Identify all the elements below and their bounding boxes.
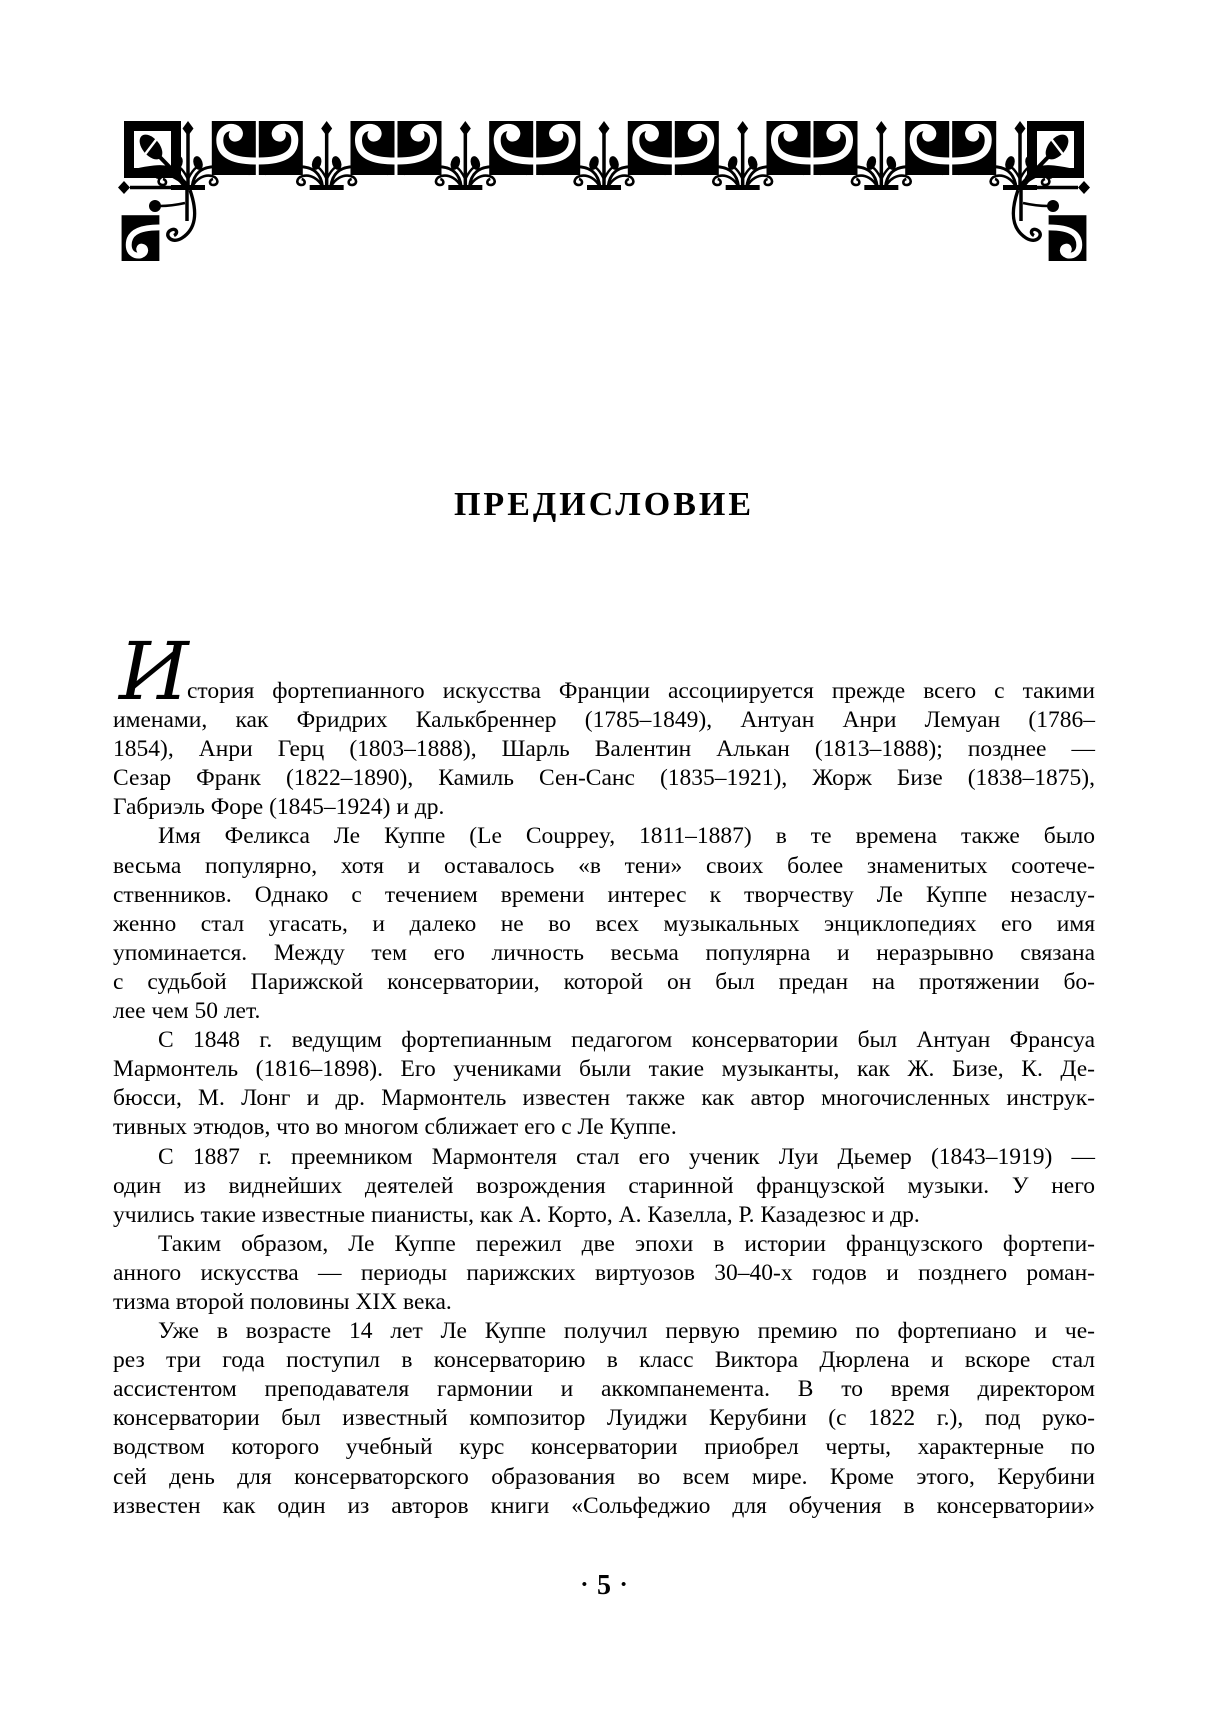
text-line: анного искусства — периоды парижских виртуозов 30–40-х годов и позднего роман- [113, 1259, 1095, 1286]
text-line: лее чем 50 лет. [113, 998, 261, 1025]
text-line: Таким образом, Ле Куппе пережил две эпохи в истории французского фортепи- [158, 1230, 1095, 1257]
text-line: тивных этюдов, что во многом сближает его с Ле Куппе. [113, 1114, 677, 1141]
page-title: ПРЕДИСЛОВИЕ [453, 486, 755, 523]
text-line: Габриэль Форе (1845–1924) и др. [113, 794, 445, 821]
text-line: консерватории был известный композитор Луиджи Керубини (с 1822 г.), под руко- [113, 1405, 1095, 1432]
text-line: известен как один из авторов книги «Сольфеджио для обучения в консерватории» [113, 1492, 1095, 1519]
paragraph [113, 1317, 1095, 1521]
text-line [113, 625, 1095, 718]
paragraph [113, 1143, 1095, 1230]
page-number [113, 1570, 1095, 1602]
paragraph [113, 625, 1095, 822]
art-nouveau-floral-border-icon [118, 121, 1090, 261]
text-line: сей день для консерваторского образования во всем мире. Кроме этого, Керубини [113, 1463, 1095, 1490]
text-line: С 1848 г. ведущим фортепианным педагогом консерватории был Антуан Франсуа [158, 1027, 1095, 1054]
text-line: 1854), Анри Герц (1803–1888), Шарль Валентин Алькан (1813–1888); позднее — [113, 736, 1095, 763]
text-line: Мармонтель (1816–1898). Его учениками были такие музыканты, как Ж. Бизе, К. Де- [113, 1056, 1095, 1083]
text-line-content: стория фортепианного искусства Франции ассоциируется прежде всего с такими [187, 678, 1095, 704]
paragraph [113, 822, 1095, 1026]
text-line: именами, как Фридрих Калькбреннер (1785–1849), Антуан Анри Лемуан (1786– [113, 707, 1095, 734]
text-line: тизма второй половины XIX века. [113, 1288, 452, 1315]
text-line: бюсси, М. Лонг и др. Мармонтель известен также как автор многочисленных инструк- [113, 1085, 1095, 1112]
text-line: с судьбой Парижской консерватории, которой он был предан на протяжении бо- [113, 968, 1095, 995]
page-number-dot-left: • [581, 1577, 587, 1593]
text-line: ассистентом преподавателя гармонии и аккомпанемента. В то время директором [113, 1376, 1095, 1403]
text-line: учились такие известные пианисты, как А. Корто, А. Казелла, Р. Казадезюс и др. [113, 1201, 920, 1228]
page-number-value: 5 [597, 1570, 611, 1601]
text-line: Имя Феликса Ле Куппе (Le Couppey, 1811–1887) в те времена также было [158, 823, 1095, 850]
text-line: женно стал угасать, и далеко не во всех музыкальных энциклопедиях его имя [113, 910, 1095, 937]
body-text [113, 625, 1095, 1521]
text-line: рез три года поступил в консерваторию в класс Виктора Дюрлена и вскоре стал [113, 1347, 1095, 1374]
page-number-dot-right: • [621, 1577, 627, 1593]
text-line: водством которого учебный курс консерватории приобрел черты, характерные по [113, 1434, 1095, 1461]
drop-cap: И [119, 625, 189, 718]
text-line: упоминается. Между тем его личность весьма популярна и неразрывно связана [113, 939, 1095, 966]
paragraph [113, 1230, 1095, 1317]
text-line: ственников. Однако с течением времени интерес к творчеству Ле Куппе незаслу- [113, 881, 1095, 908]
paragraph [113, 1026, 1095, 1142]
text-line: весьма популярно, хотя и оставалось «в тени» своих более знаменитых соотече- [113, 852, 1095, 879]
text-line: С 1887 г. преемником Мармонтеля стал его ученик Луи Дьемер (1843–1919) — [158, 1143, 1095, 1170]
text-line: Сезар Франк (1822–1890), Камиль Сен-Санс (1835–1921), Жорж Бизе (1838–1875), [113, 765, 1095, 792]
text-line: один из виднейших деятелей возрождения старинной французской музыки. У него [113, 1172, 1095, 1199]
text-line: Уже в возрасте 14 лет Ле Куппе получил первую премию по фортепиано и че- [158, 1318, 1095, 1345]
